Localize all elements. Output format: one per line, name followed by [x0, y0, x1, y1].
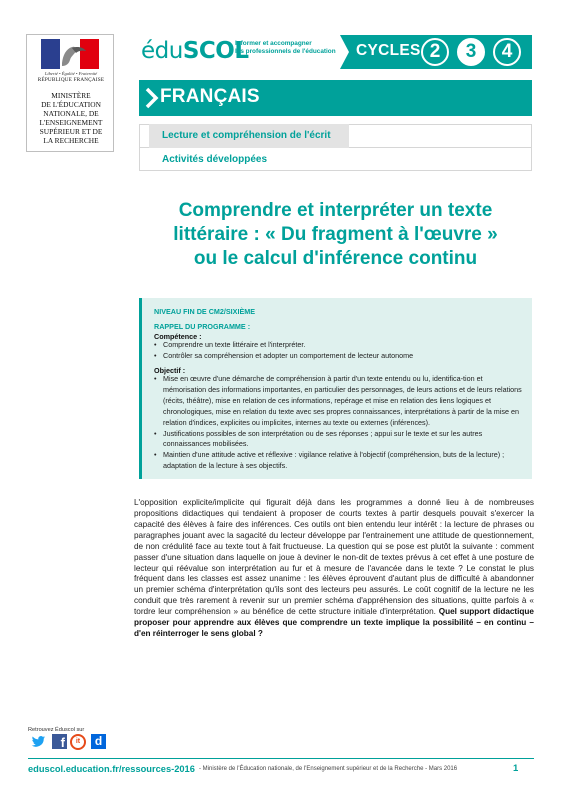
program-box [139, 298, 532, 479]
logo-bold: SCOL [182, 38, 249, 64]
competence-list [154, 340, 526, 362]
logo-light: édu [141, 38, 183, 64]
eduscol-tagline [235, 40, 345, 55]
cycles-label: CYCLES [356, 42, 421, 59]
ministry-logo-block [26, 34, 114, 152]
list-item: • Justifications possibles de son interprétation ou de ses réponses ; appui sur le texte et sur les autres connaissances mobilisées. [154, 429, 526, 451]
ministry-line: SUPÉRIEUR ET DE [39, 127, 103, 136]
motto: Liberté • Égalité • Fraternité [44, 71, 98, 76]
twitter-icon[interactable] [31, 734, 46, 749]
ministry-line: MINISTÈRE [51, 91, 91, 100]
type-label: Activités développées [162, 154, 268, 165]
chevron-right-icon [143, 86, 161, 110]
ministry-line: L'ENSEIGNEMENT [39, 118, 103, 127]
body-text: L'opposition explicite/implicite qui figurait déjà dans les programmes a donné lieu à de nombreuses propositions didactiques qui tendaient à proposer de courts textes à partir desquels pouvait s'exercer la capacité des élèves à faire des inférences. Ces outils ont bien entendu leur intérêt : la lecture de phrases ou paragraphes jouant avec la sagacité du lecteur développe par l'entrainement une attitude de questionnement, de non crédulité face au texte tout à fait fructueuse. La question qui se pose est plutôt la suivante : comment passer d'une situation dans laquelle on joue à deviner le non-dit de textes prévus à cet effet à une posture de lecteur qui réévalue son interprétation au fur et à mesure de l'avancée dans le texte ? Le constat le plus fréquent dans les classes est assez unanime : les élèves éprouvent d'autant plus de difficulté à abandonner un premier schéma d'interprétation qu'ils sont des lecteurs peu assurés. Le coût cognitif de la lecture ne les conduit que très rarement à revenir sur un premier schéma d'appréhension des situations, quitte parfois à « tordre leur compréhension » au bénéfice de cette structure initiale d'interprétation. [134, 498, 534, 617]
objectif-list [154, 374, 526, 472]
title-line: littéraire : « Du fragment à l'œuvre » [173, 224, 498, 245]
objectif-heading: Objectif : [154, 366, 186, 375]
facebook-icon[interactable]: f [52, 734, 67, 749]
follow-label: Retrouvez Éduscol sur [28, 727, 85, 733]
footer-credit: - Ministère de l'Éducation nationale, de l'Enseignement supérieur et de la Recherche - Mars 2016 [199, 766, 458, 772]
page-title [139, 199, 532, 271]
subject-title: FRANÇAIS [160, 86, 260, 107]
list-item: • Contrôler sa compréhension et adopter un comportement de lecteur autonome [154, 351, 526, 362]
cycles-arrow-icon [340, 35, 349, 69]
ministry-line: DE L'ÉDUCATION [41, 100, 101, 109]
ministry-name [29, 91, 113, 145]
tagline-line: les professionnels de l'éducation [235, 47, 336, 55]
footer-divider [28, 758, 534, 759]
domain-label: Lecture et compréhension de l'écrit [162, 130, 331, 141]
competence-heading: Compétence : [154, 332, 202, 341]
title-line: Comprendre et interpréter un texte [178, 200, 493, 221]
marianne-logo-icon [41, 39, 99, 69]
body-paragraph [134, 498, 534, 640]
level-heading: NIVEAU FIN DE CM2/SIXIÈME [154, 307, 256, 316]
list-item: • Comprendre un texte littéraire et l'interpréter. [154, 340, 526, 351]
republique-francaise: RÉPUBLIQUE FRANÇAISE [37, 77, 105, 83]
cycle-4-badge: 4 [493, 38, 521, 66]
ministry-line: LA RECHERCHE [43, 136, 99, 145]
dailymotion-icon[interactable]: d [91, 734, 106, 749]
eduscol-logo[interactable] [141, 38, 248, 64]
page-number: 1 [513, 763, 519, 774]
ministry-line: NATIONALE, DE [43, 109, 99, 118]
list-item: • Maintien d'une attitude active et réflexive : vigilance relative à l'objectif (compréhension, buts de la lecture) ; adaptation de la lecture à ses objectifs. [154, 450, 526, 472]
body-question: Quel support didactique proposer pour apprendre aux élèves que comprendre un texte implique la possibilité – en continu – d'en réinterroger le sens global ? [134, 607, 534, 639]
scoop-icon[interactable]: it [70, 734, 86, 750]
rappel-heading: RAPPEL DU PROGRAMME : [154, 322, 251, 331]
tagline-line: Informer et accompagner [235, 40, 312, 47]
footer-url-link[interactable]: eduscol.education.fr/ressources-2016 [28, 764, 195, 774]
cycle-3-badge: 3 [457, 38, 485, 66]
title-line: ou le calcul d'inférence continu [193, 248, 478, 269]
cycle-2-badge: 2 [421, 38, 449, 66]
list-item: • Mise en œuvre d'une démarche de compréhension à partir d'un texte entendu ou lu, identifica-tion et mémorisation des informations importantes, en particulier des personnages, de leurs actions et de leurs relations (récits, théâtre), mise en relation de ces informations, repérage et mise en relation des liens logiques et chronologiques, mise en relation du texte avec ses propres connaissances, interprétations à partir de la mise en relation d'indices, explicites ou implicites, internes au texte ou externes (inférences). [154, 374, 526, 429]
